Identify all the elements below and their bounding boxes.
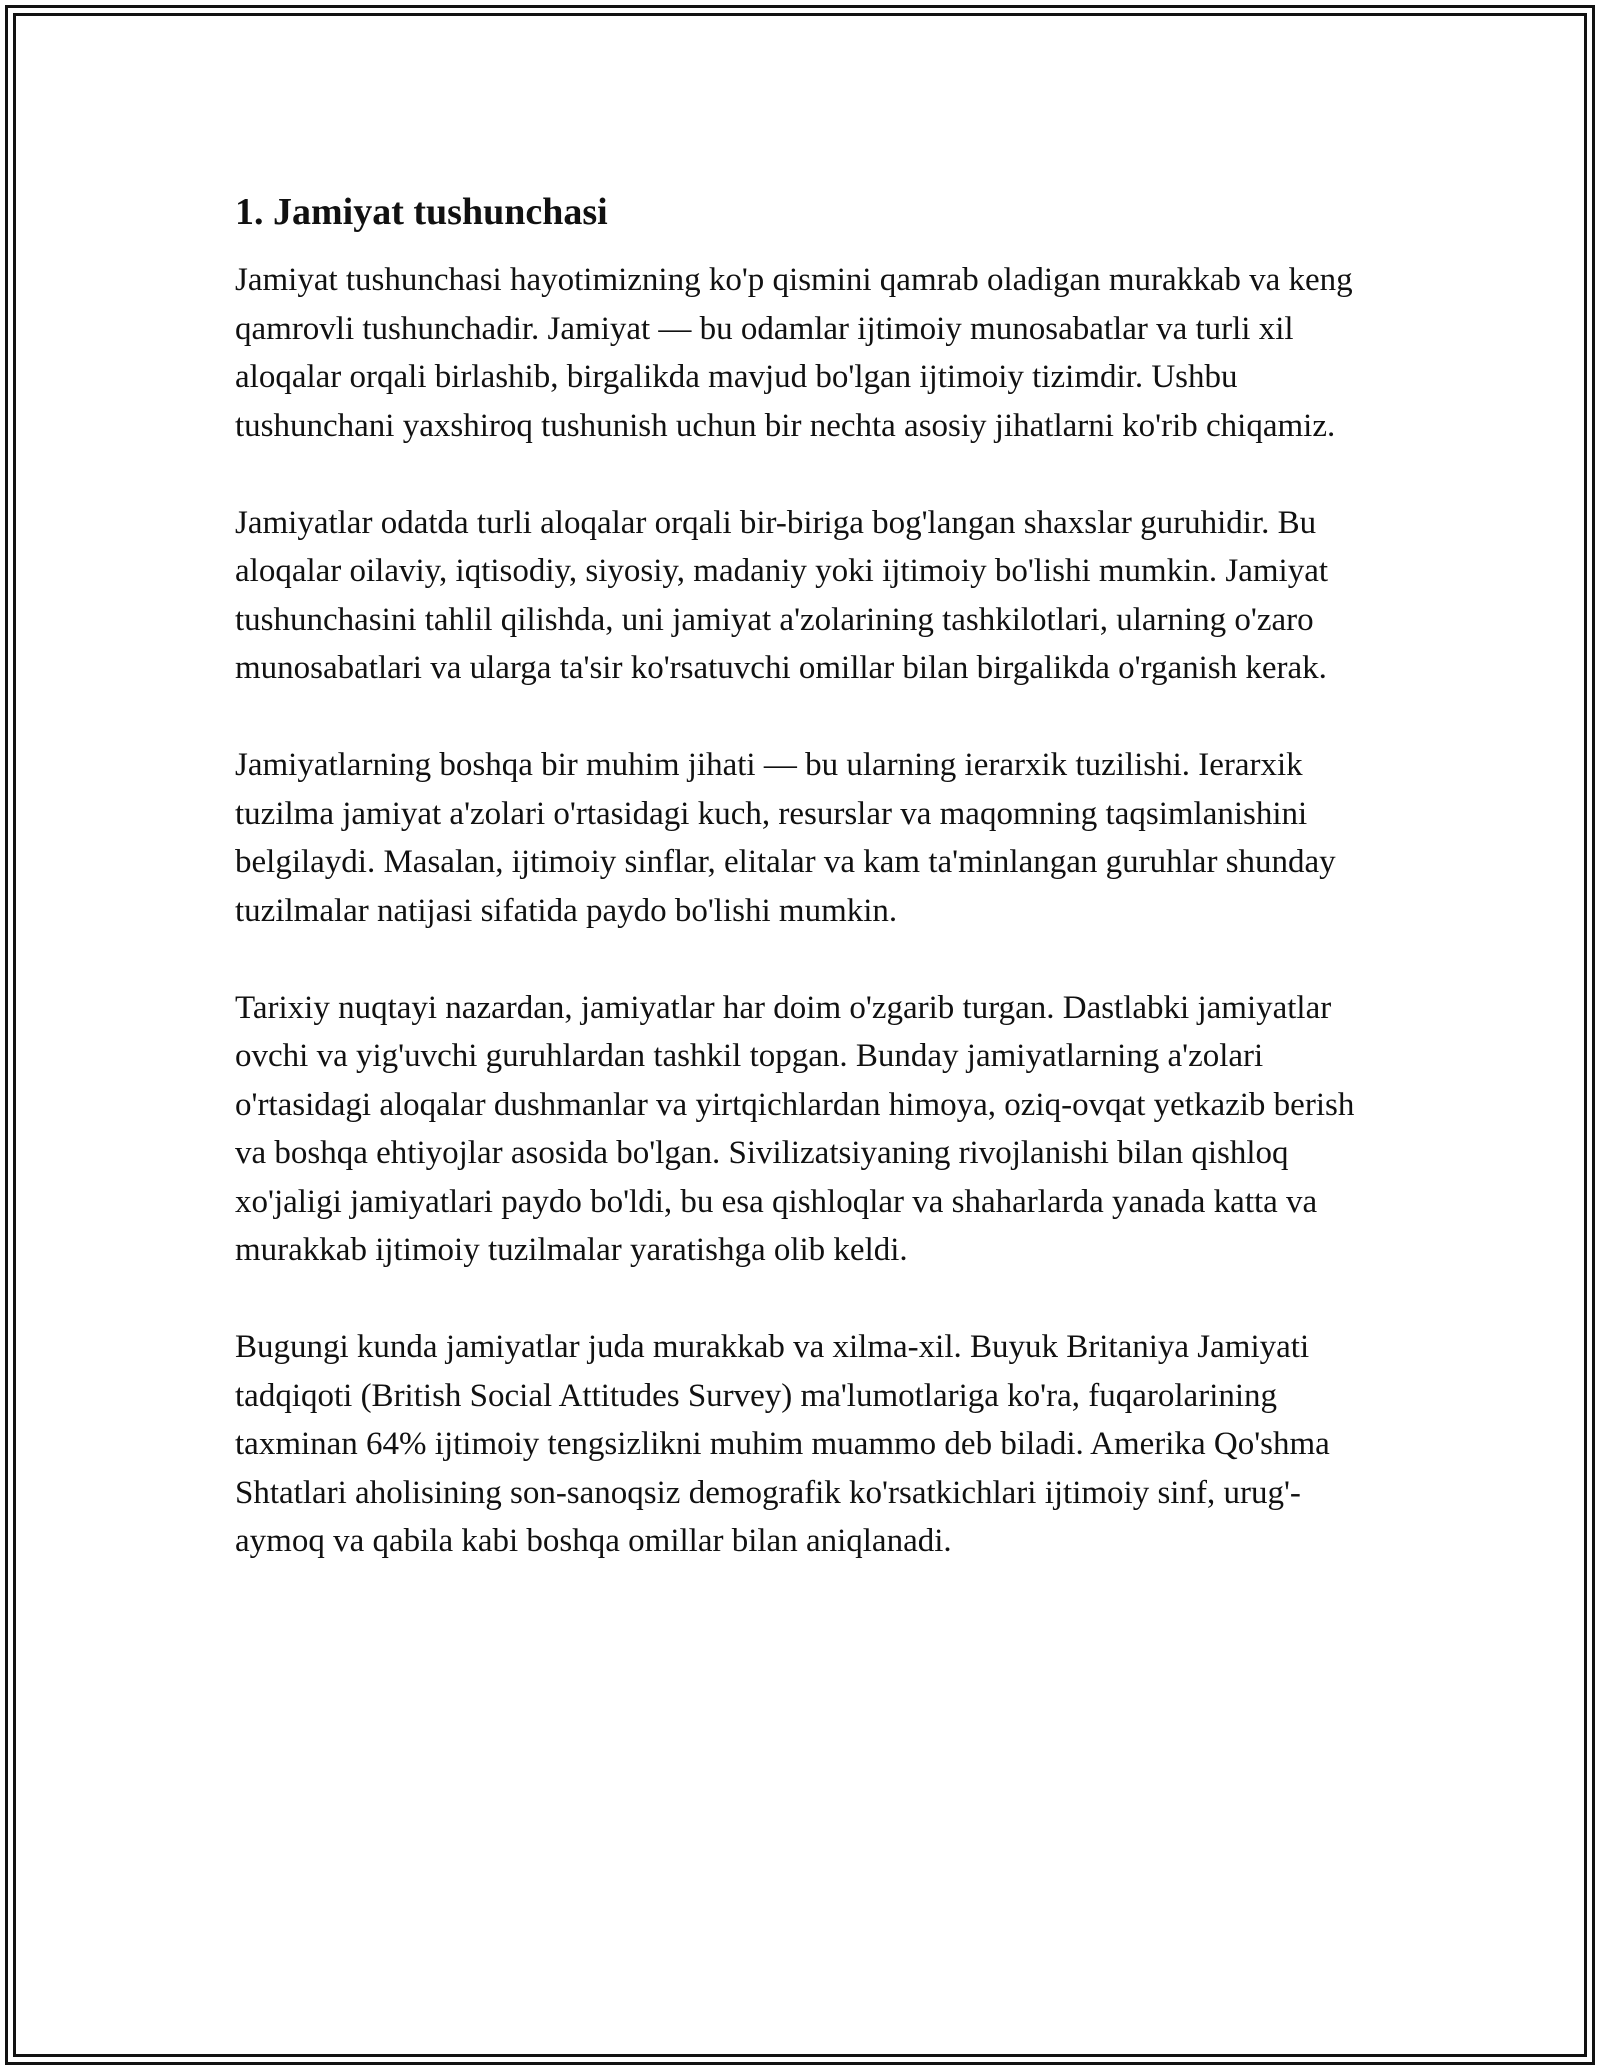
paragraph-modern: Bugungi kunda jamiyatlar juda murakkab va xilma-xil. Buyuk Britaniya Jamiyati tadqiqoti (British Social Attitudes Survey) ma'lumotlariga ko'ra, fuqarolarining taxminan 64% ijtimoiy tengsizlikni muhim muammo deb biladi. Amerika Qo'shma Shtatlari aholisining son-sanoqsiz demografik ko'rsatkichlari ijtimoiy sinf, urug'-aymoq va qabila kabi boshqa omillar bilan aniqlanadi. (235, 1329, 1330, 1559)
paragraph-connections: Jamiyatlar odatda turli aloqalar orqali bir-biriga bog'langan shaxslar guruhidir. Bu aloqalar oilaviy, iqtisodiy, siyosiy, madaniy yoki ijtimoiy bo'lishi mumkin. Jamiyat tushunchasini tahlil qilishda, uni jamiyat a'zolarining tashkilotlari, ularning o'zaro munosabatlari va ularga ta'sir ko'rsatuvchi omillar bilan birgalikda o'rganish kerak. (235, 504, 1329, 686)
paragraph-definition: Jamiyat tushunchasi hayotimizning ko'p qismini qamrab oladigan murakkab va keng qamrovli tushunchadir. Jamiyat — bu odamlar ijtimoiy munosabatlar va turli xil aloqalar orqali birlashib, birgalikda mavjud bo'lgan ijtimoiy tizimdir. Ushbu tushunchani yaxshiroq tushunish uchun bir nechta asosiy jihatlarni ko'rib chiqamiz. (235, 262, 1353, 444)
document-body (235, 186, 1375, 1614)
paragraph-history: Tarixiy nuqtayi nazardan, jamiyatlar har doim o'zgarib turgan. Dastlabki jamiyatlar ovchi va yig'uvchi guruhlardan tashkil topgan. Bunday jamiyatlarning a'zolari o'rtasidagi aloqalar dushmanlar va yirtqichlardan himoya, oziq-ovqat yetkazib berish va boshqa ehtiyojlar asosida bo'lgan. Sivilizatsiyaning rivojlanishi bilan qishloq xo'jaligi jamiyatlari paydo bo'ldi, bu esa qishloqlar va shaharlarda yanada katta va murakkab ijtimoiy tuzilmalar yaratishga olib keldi. (235, 989, 1355, 1268)
section-title: 1. Jamiyat tushunchasi (235, 191, 608, 233)
paragraph-hierarchy: Jamiyatlarning boshqa bir muhim jihati — bu ularning ierarxik tuzilishi. Ierarxik tuzilma jamiyat a'zolari o'rtasidagi kuch, resurslar va maqomning taqsimlanishini belgilaydi. Masalan, ijtimoiy sinflar, elitalar va kam ta'minlangan guruhlar shunday tuzilmalar natijasi sifatida paydo bo'lishi mumkin. (235, 747, 1336, 929)
